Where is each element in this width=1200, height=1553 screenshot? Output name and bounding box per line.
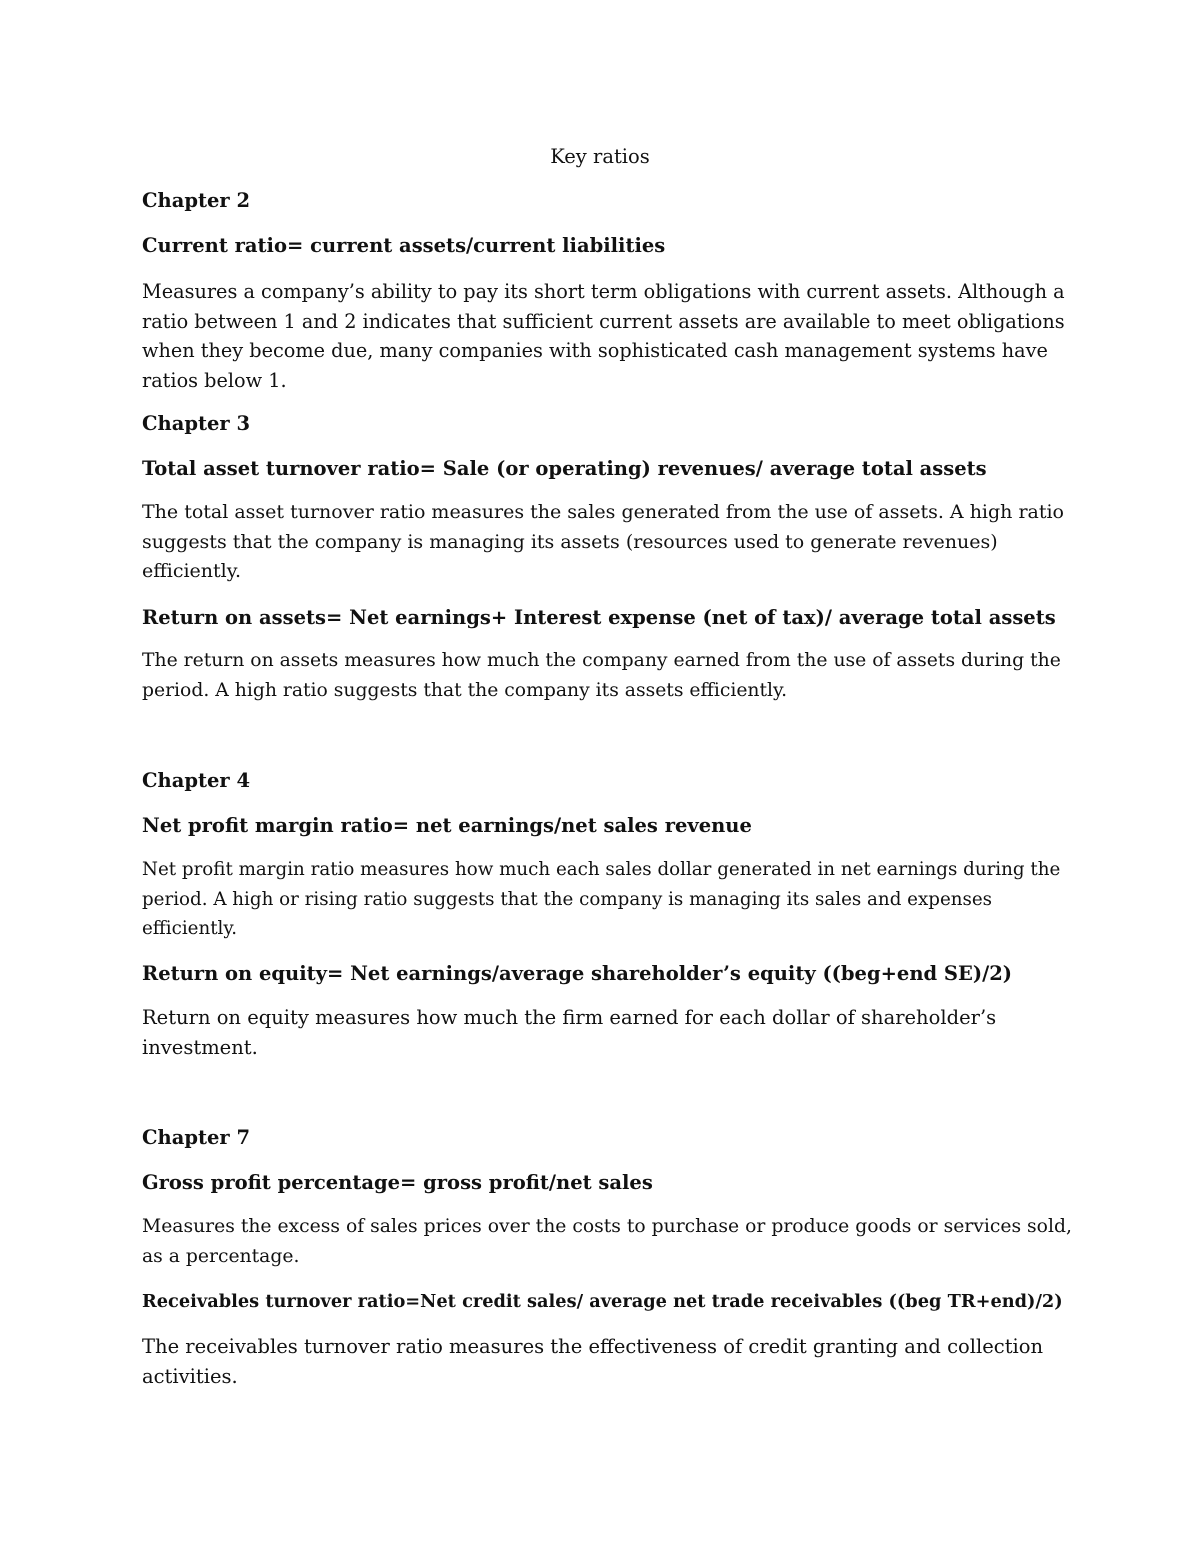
chapter-heading: Chapter 3 — [142, 412, 251, 435]
ratio-description — [142, 498, 1072, 587]
ratio-description — [142, 646, 1072, 705]
ratio-description — [142, 1212, 1072, 1271]
description-line: period. A high ratio suggests that the company its assets efficiently. — [142, 679, 788, 701]
ratio-description — [142, 1003, 1072, 1062]
ratio-description — [142, 1332, 1072, 1391]
ratio-formula: Return on assets= Net earnings+ Interest expense (net of tax)/ average total assets — [142, 606, 1056, 629]
chapter-heading: Chapter 2 — [142, 189, 251, 212]
description-line: activities. — [142, 1364, 238, 1388]
description-line: efficiently. — [142, 560, 241, 582]
description-line: suggests that the company is managing its assets (resources used to generate revenues) — [142, 530, 998, 553]
ratio-description — [142, 277, 1072, 395]
ratio-formula: Total asset turnover ratio= Sale (or operating) revenues/ average total assets — [142, 457, 987, 480]
chapter-heading: Chapter 7 — [142, 1126, 251, 1149]
description-line: Measures a company’s ability to pay its short term obligations with current assets. Although a — [142, 280, 1065, 303]
description-line: The return on assets measures how much the company earned from the use of assets during the — [142, 650, 1061, 671]
ratio-formula: Return on equity= Net earnings/average shareholder’s equity ((beg+end SE)/2) — [142, 962, 1013, 985]
description-line: Return on equity measures how much the firm earned for each dollar of shareholder’s — [142, 1006, 997, 1029]
description-line: efficiently. — [142, 918, 238, 939]
description-line: The total asset turnover ratio measures the sales generated from the use of assets. A high ratio — [142, 501, 1065, 523]
description-line: ratios below 1. — [142, 368, 287, 392]
chapter-heading: Chapter 4 — [142, 769, 251, 792]
ratio-formula: Receivables turnover ratio=Net credit sales/ average net trade receivables ((beg TR+end)/2) — [142, 1291, 1063, 1312]
description-line: period. A high or rising ratio suggests that the company is managing its sales and expenses — [142, 888, 993, 910]
description-line: Measures the excess of sales prices over the costs to purchase or produce goods or services sold, — [142, 1216, 1072, 1237]
ratio-description — [142, 855, 1072, 944]
ratio-formula: Gross profit percentage= gross profit/net sales — [142, 1171, 653, 1194]
description-line: Net profit margin ratio measures how much each sales dollar generated in net earnings during the — [142, 859, 1061, 880]
description-line: when they become due, many companies with sophisticated cash management systems have — [142, 339, 1048, 362]
description-line: as a percentage. — [142, 1245, 300, 1267]
description-line: The receivables turnover ratio measures the effectiveness of credit granting and collection — [142, 1335, 1044, 1358]
description-line: investment. — [142, 1035, 258, 1059]
page-title: Key ratios — [550, 145, 650, 168]
ratio-formula: Net profit margin ratio= net earnings/net sales revenue — [142, 814, 752, 837]
description-line: ratio between 1 and 2 indicates that sufficient current assets are available to meet obligations — [142, 309, 1065, 333]
ratio-formula: Current ratio= current assets/current liabilities — [142, 234, 666, 257]
